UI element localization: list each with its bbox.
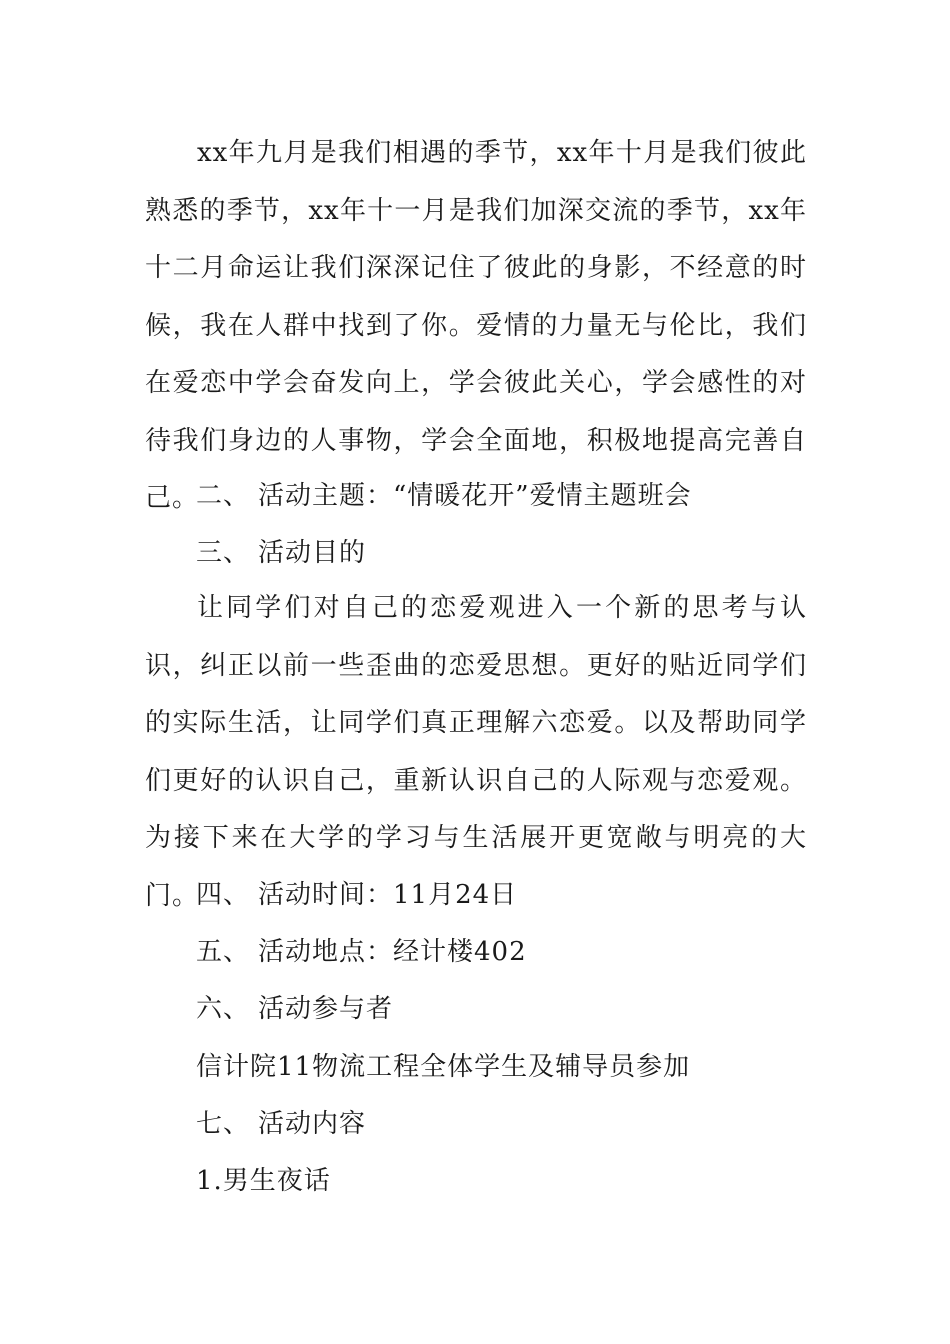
section-title: 活动目的 — [258, 538, 367, 568]
purpose-paragraph: 让同学们对自己的恋爱观进入一个新的思考与认识，纠正以前一些歪曲的恋爱思想。更好的贴近同学们的实际生活，让同学们真正理解六恋爱。以及帮助同学们更好的认识自己，重新认识自己的人际观与恋爱观。为接下来在大学的学习与生活展开更宽敞与明亮的大门。 — [145, 593, 807, 911]
intro-paragraph: xx年九月是我们相遇的季节，xx年十月是我们彼此熟悉的季节，xx年十一月是我们加深交流的季节，xx年十二月命运让我们深深记住了彼此的身影，不经意的时候，我在人群中找到了你。爱情的力量无与伦比，我们在爱恋中学会奋发向上，学会彼此关心，学会感性的对待我们身边的人事物，学会全面地，积极地提高完善自己。 — [145, 138, 807, 513]
content-item-1: 1.男生夜话 — [196, 1166, 331, 1196]
section-number: 四、 — [196, 880, 251, 910]
section-number: 五、 — [196, 937, 251, 967]
section-number: 二、 — [196, 481, 251, 511]
section-title: 活动内容 — [258, 1109, 367, 1139]
section-number: 七、 — [196, 1109, 251, 1139]
section-number: 六、 — [196, 994, 251, 1024]
section-heading-participants — [196, 993, 393, 1025]
section-title: 活动时间：11月24日 — [258, 880, 518, 910]
section-heading-time — [196, 879, 517, 911]
section-heading-content — [196, 1108, 366, 1140]
section-title: 活动参与者 — [258, 994, 394, 1024]
participants-text: 信计院11物流工程全体学生及辅导员参加 — [196, 1052, 691, 1082]
section-title: 活动主题：“情暖花开”爱情主题班会 — [258, 481, 692, 511]
section-heading-location — [196, 936, 527, 968]
section-number: 三、 — [196, 538, 251, 568]
section-title: 活动地点：经计楼402 — [258, 937, 527, 967]
section-heading-purpose — [196, 537, 366, 569]
section-heading-theme — [196, 480, 692, 512]
